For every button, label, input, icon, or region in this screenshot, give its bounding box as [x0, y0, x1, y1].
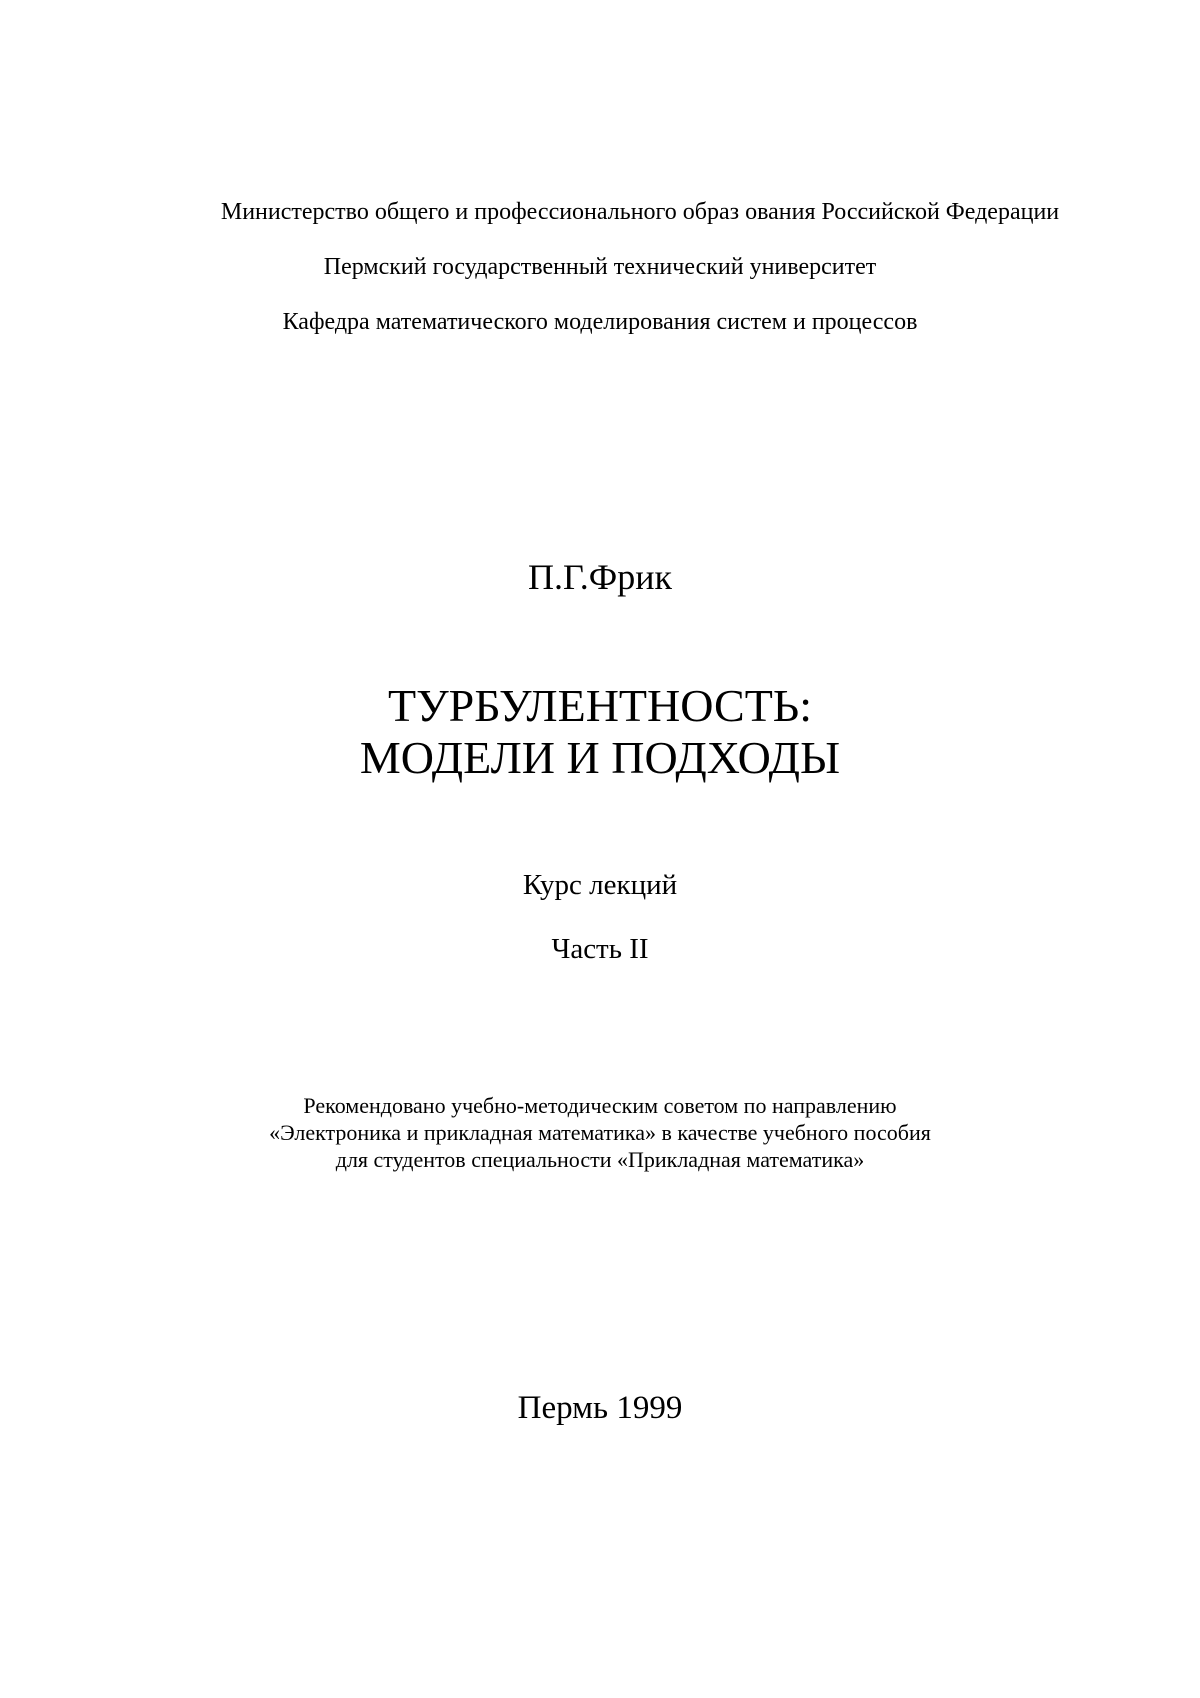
book-title-line-2: МОДЕЛИ И ПОДХОДЫ: [359, 732, 841, 783]
recommendation-line-1: Рекомендовано учебно-методическим советом по направлению: [303, 1093, 897, 1118]
book-title-line-1: ТУРБУЛЕНТНОСТЬ:: [387, 680, 813, 731]
course-label: Курс лекций: [522, 869, 678, 901]
department-line: Кафедра математического моделирования систем и процессов: [282, 309, 918, 335]
recommendation-line-3: для студентов специальности «Прикладная математика»: [335, 1147, 865, 1172]
ministry-line: Министерство общего и профессионального образ ования Российской Федерации: [220, 199, 1060, 225]
recommendation-line-2: «Электроника и прикладная математика» в качестве учебного пособия: [269, 1120, 931, 1145]
city-year: Пермь 1999: [517, 1390, 683, 1426]
university-line: Пермский государственный технический университет: [323, 254, 877, 280]
author-name: П.Г.Фрик: [528, 557, 672, 597]
part-label: Часть II: [551, 933, 649, 965]
